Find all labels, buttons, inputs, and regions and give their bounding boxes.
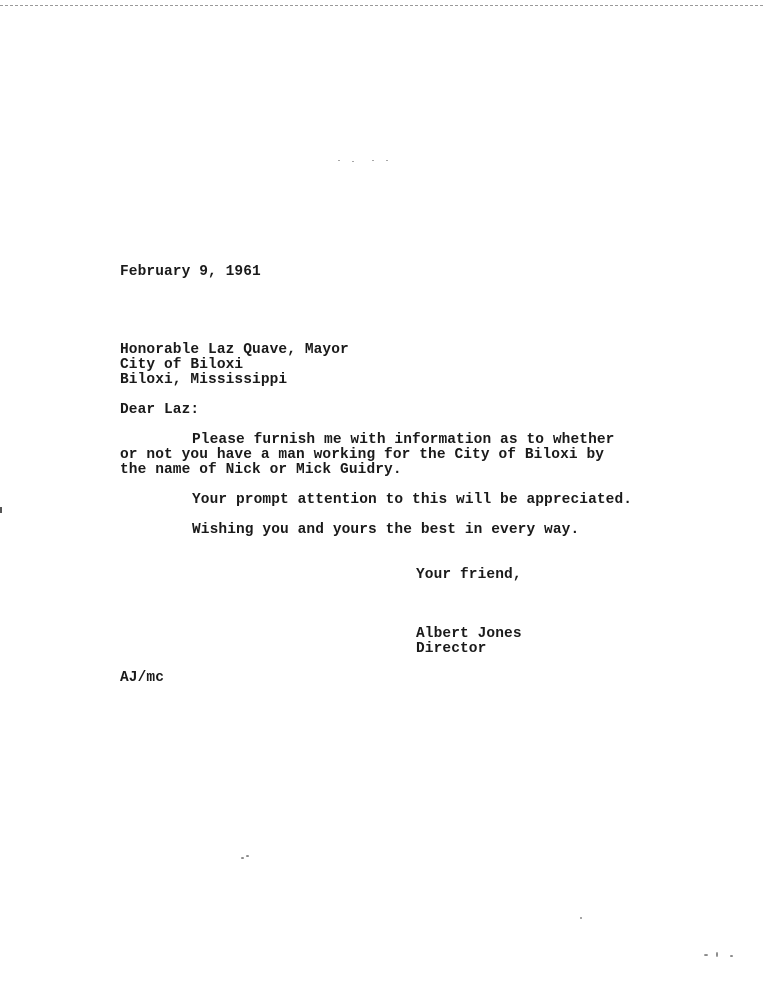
scan-speck <box>338 160 340 161</box>
body-paragraph-3: Wishing you and yours the best in every way. <box>192 522 580 538</box>
reference-initials: AJ/mc <box>120 670 165 686</box>
scan-speck <box>352 161 354 162</box>
signer-name: Albert Jones <box>416 626 522 642</box>
salutation: Dear Laz: <box>120 402 200 418</box>
scan-speck <box>580 917 582 919</box>
signer-title: Director <box>416 641 487 657</box>
scan-edge-mark <box>0 507 2 513</box>
scan-speck <box>716 952 718 957</box>
recipient-line-3: Biloxi, Mississippi <box>120 372 288 388</box>
body-paragraph-1-line-3: the name of Nick or Mick Guidry. <box>120 462 402 478</box>
letter-date: February 9, 1961 <box>120 264 261 280</box>
scan-speck <box>386 160 388 161</box>
complimentary-close: Your friend, <box>416 567 522 583</box>
scan-speck <box>372 160 374 161</box>
recipient-line-1: Honorable Laz Quave, Mayor <box>120 342 349 358</box>
page-top-edge <box>0 0 763 6</box>
scan-speck <box>704 954 708 956</box>
body-paragraph-1-line-1: Please furnish me with information as to whether <box>192 432 615 448</box>
body-paragraph-1-line-2: or not you have a man working for the City of Biloxi by <box>120 447 605 463</box>
scan-speck <box>241 857 244 859</box>
body-paragraph-2: Your prompt attention to this will be appreciated. <box>192 492 633 508</box>
recipient-line-2: City of Biloxi <box>120 357 244 373</box>
scan-speck <box>730 955 733 957</box>
scan-speck <box>246 855 249 857</box>
